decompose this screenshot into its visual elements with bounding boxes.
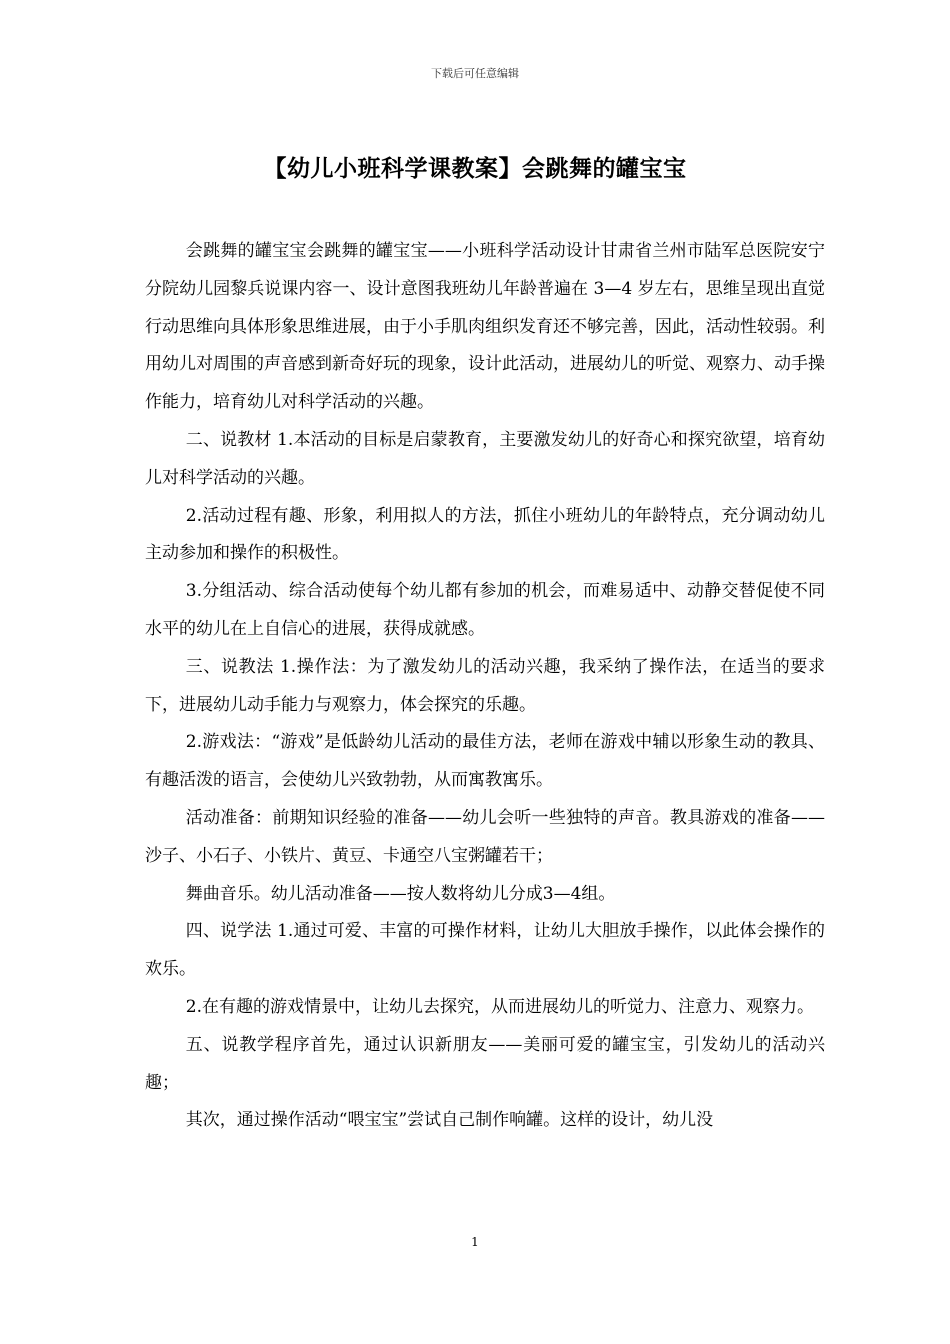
paragraph: 舞曲音乐。幼儿活动准备——按人数将幼儿分成3—4组。 — [185, 883, 616, 904]
paragraph: 二、说教材 1.本活动的目标是启蒙教育，主要激发幼儿的好奇心和探究欲望，培育幼儿对科学活动的兴趣。 — [145, 429, 825, 488]
page-number: 1 — [471, 1235, 479, 1249]
paragraph: 会跳舞的罐宝宝会跳舞的罐宝宝——小班科学活动设计甘肃省兰州市陆军总医院安宁分院幼儿园黎兵说课内容一、设计意图我班幼儿年龄普遍在 3—4 岁左右，思维呈现出直觉行动思维向具体形象思维进展，由于小手肌肉组织发育还不够完善，因此，活动性较弱。利用幼儿对周围的声音感到新奇好玩的现象，设计此活动，进展幼儿的听觉、观察力、动手操作能力，培育幼儿对科学活动的兴趣。 — [145, 241, 825, 413]
document-body — [145, 233, 825, 1140]
paragraph: 活动准备：前期知识经验的准备——幼儿会听一些独特的声音。教具游戏的准备——沙子、小石子、小铁片、黄豆、卡通空八宝粥罐若干； — [145, 807, 825, 866]
document-title: 【幼儿小班科学课教案】会跳舞的罐宝宝 — [263, 156, 687, 182]
paragraph: 2.游戏法：“游戏”是低龄幼儿活动的最佳方法，老师在游戏中辅以形象生动的教具、有趣活泼的语言，会使幼儿兴致勃勃，从而寓教寓乐。 — [145, 732, 825, 791]
paragraph: 2.活动过程有趣、形象，利用拟人的方法，抓住小班幼儿的年龄特点，充分调动幼儿主动参加和操作的积极性。 — [145, 505, 825, 564]
paragraph: 五、说教学程序首先，通过认识新朋友——美丽可爱的罐宝宝，引发幼儿的活动兴趣； — [145, 1034, 825, 1093]
paragraph: 2.在有趣的游戏情景中，让幼儿去探究，从而进展幼儿的听觉力、注意力、观察力。 — [185, 996, 815, 1017]
page-header: 下载后可任意编辑 — [431, 67, 519, 80]
paragraph: 三、说教法 1.操作法：为了激发幼儿的活动兴趣，我采纳了操作法，在适当的要求下，进展幼儿动手能力与观察力，体会探究的乐趣。 — [145, 656, 825, 715]
paragraph: 四、说学法 1.通过可爱、丰富的可操作材料，让幼儿大胆放手操作，以此体会操作的欢乐。 — [145, 921, 825, 980]
paragraph: 3.分组活动、综合活动使每个幼儿都有参加的机会，而难易适中、动静交替促使不同水平的幼儿在上自信心的进展，获得成就感。 — [145, 581, 825, 639]
paragraph: 其次，通过操作活动“喂宝宝”尝试自己制作响罐。这样的设计，幼儿没 — [185, 1110, 714, 1131]
